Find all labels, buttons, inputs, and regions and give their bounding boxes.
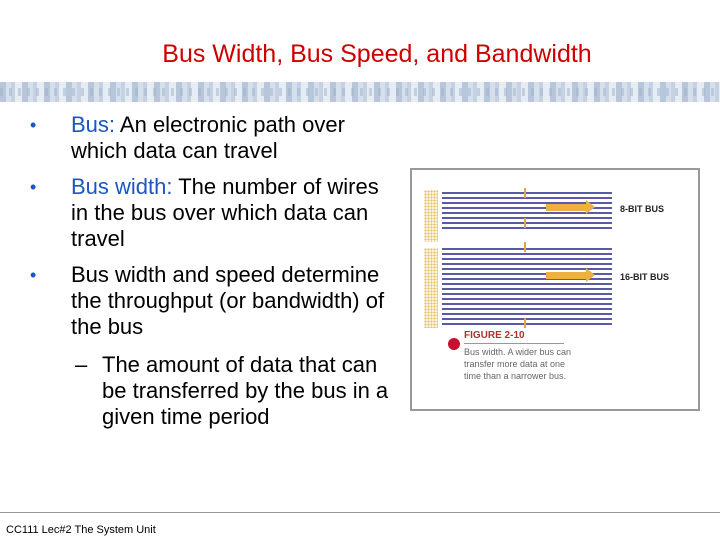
sub-bullet-text: The amount of data that can be transferred by the bus in a given time period [102,352,389,429]
bullet-term: Bus: [71,112,116,137]
bus-width-figure [410,168,700,411]
footer-divider [0,512,720,513]
label-8bit-bus: 8-BIT BUS [620,204,665,214]
figure-title: FIGURE 2-10 [464,330,525,341]
bullet-text: An electronic path over which data can travel [71,112,345,163]
bus-marker [524,242,526,252]
data-arrow-16bit [546,272,586,279]
bullet-text: Bus width and speed determine the throughput (or bandwidth) of the bus [71,262,385,339]
footer-text: CC111 Lec#2 The System Unit [6,524,156,536]
bullet-list [30,112,390,430]
bus-marker [524,218,526,228]
title-banner [0,82,720,102]
bus-marker [524,318,526,328]
bullet-dot: • [30,265,37,285]
bus-marker [524,188,526,198]
bullet-text: The number of wires in the bus over which data can travel [71,174,379,251]
bullet-term: Bus width: [71,174,173,199]
bullet-dot: • [30,115,37,135]
sub-bullet-bandwidth [30,352,390,430]
publisher-logo-icon [448,338,460,350]
slide-title: Bus Width, Bus Speed, and Bandwidth [162,40,592,68]
sub-bullet-dash: – [75,352,88,377]
figure-divider [464,343,564,344]
bullet-bus [30,112,390,164]
figure-caption: Bus width. A wider bus can transfer more data at one time than a narrower bus. [464,347,572,381]
bus-connector-dots [424,190,438,242]
bullet-bus-width [30,174,390,252]
bus-connector-dots [424,248,438,328]
bullet-dot: • [30,177,37,197]
data-arrow-8bit [546,204,586,211]
bullet-width-speed [30,262,390,340]
label-16bit-bus: 16-BIT BUS [620,272,670,282]
bus-16bit-wires [442,248,612,328]
banner-pattern [0,88,720,96]
